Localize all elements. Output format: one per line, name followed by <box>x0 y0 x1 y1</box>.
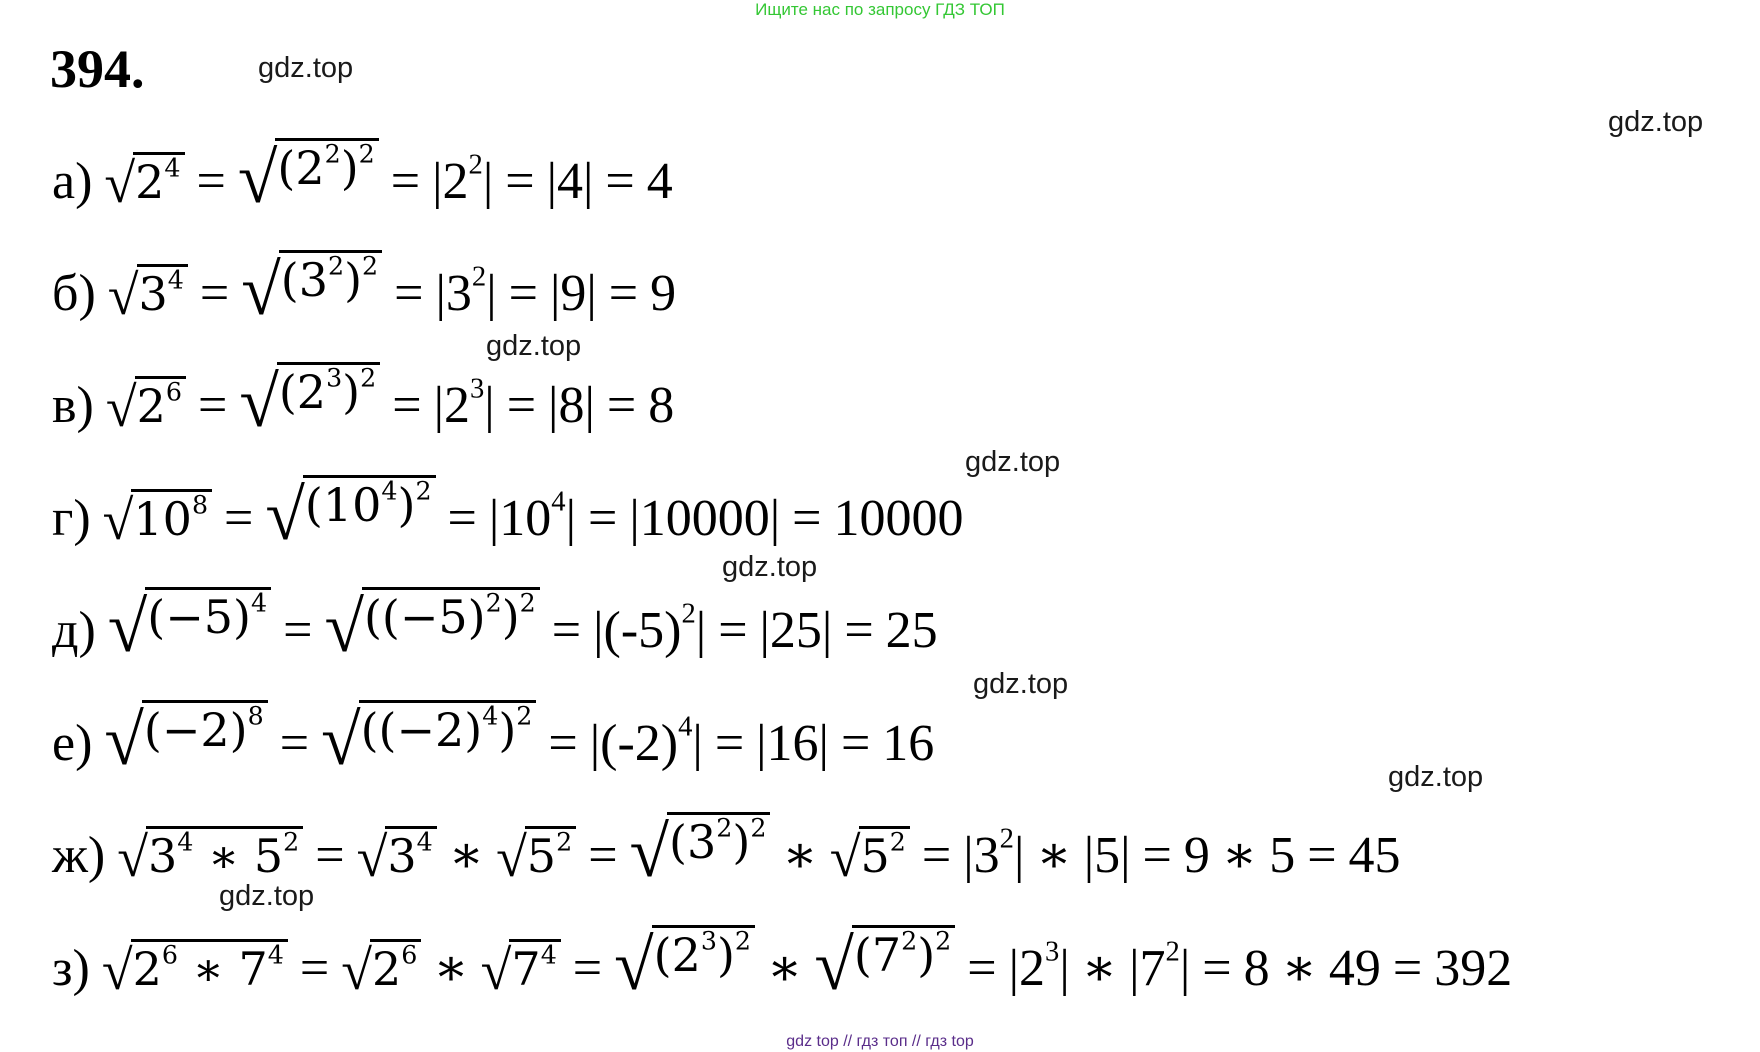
equation-row-zh: ж) √ $3^4$ ∗ $5^2$ = √ $3^4$ ∗ √ $5^2$ = √ $(3^2)^2$ ∗ √ $5^2$ = $|3^2|$ ∗ |5| = 9 ∗ 5 = 45 <box>52 812 1401 892</box>
item-label: д) <box>52 602 96 659</box>
item-label: б) <box>52 265 96 322</box>
item-label: ж) <box>52 827 106 884</box>
watermark: gdz.top <box>258 52 354 84</box>
sqrt-expression: √ $2^6$ <box>341 939 421 995</box>
sqrt-expression: √ $2^6$ <box>106 376 186 432</box>
sqrt-expression: √ $7^4$ <box>481 939 561 995</box>
equation-row-g: г) √ $10^8$ = √ $(10^4)^2$ = $|10^4|$ = |10000| = 10000 <box>52 475 964 555</box>
sqrt-expression: √ $3^4$ <box>108 264 188 320</box>
watermark: gdz.top <box>965 446 1061 478</box>
watermark: gdz.top <box>219 880 315 912</box>
equation-row-a: а) √ $2^4$ = √ $(2^2)^2$ = $|2^2|$ = |4| = 4 <box>52 138 673 218</box>
watermark: gdz.top <box>1388 761 1484 793</box>
watermark: gdz.top <box>722 551 818 583</box>
sqrt-expression: √ $5^2$ <box>496 826 576 882</box>
footer-links: gdz top // гдз топ // гдз top <box>786 1033 974 1050</box>
sqrt-expression: √ $(7^2)^2$ <box>814 925 955 997</box>
sqrt-expression: √ $10^8$ <box>103 489 212 545</box>
equation-row-b: б) √ $3^4$ = √ $(3^2)^2$ = $|3^2|$ = |9| = 9 <box>52 250 677 330</box>
sqrt-expression: √ $(3^2)^2$ <box>630 812 771 884</box>
sqrt-expression: √ $(10^4)^2$ <box>265 475 435 547</box>
equation-row-e: е) √ $(-2)^8$ = √ $((-2)^4)^2$ = $|(-2)^4|$ = |16| = 16 <box>52 700 935 780</box>
sqrt-expression: √ $2^4$ <box>104 152 184 208</box>
item-label: г) <box>52 490 91 547</box>
sqrt-expression: √ $3^4$ ∗ $5^2$ <box>117 826 303 882</box>
problem-number: 394. <box>50 39 145 99</box>
sqrt-expression: √ $((-5)^2)^2$ <box>324 587 539 659</box>
top-banner: Ищите нас по запросу ГДЗ ТОП <box>755 0 1005 19</box>
sqrt-expression: √ $(-5)^4$ <box>108 587 271 659</box>
watermark: gdz.top <box>486 330 582 362</box>
watermark: gdz.top <box>1608 106 1704 138</box>
sqrt-expression: √ $(2^3)^2$ <box>614 925 755 997</box>
equation-row-v: в) √ $2^6$ = √ $(2^3)^2$ = $|2^3|$ = |8| = 8 <box>52 362 675 442</box>
item-label: е) <box>52 715 93 772</box>
sqrt-expression: √ $3^4$ <box>357 826 437 882</box>
sqrt-expression: √ $(2^2)^2$ <box>238 138 379 210</box>
equation-row-z: з) √ $2^6$ ∗ $7^4$ = √ $2^6$ ∗ √ $7^4$ = √ $(2^3)^2$ ∗ √ $(7^2)^2$ = $|2^3|$ ∗ $|7^2|$ = 8 ∗ 49 = 392 <box>52 925 1513 1005</box>
sqrt-expression: √ $2^6$ ∗ $7^4$ <box>102 939 288 995</box>
sqrt-expression: √ $(3^2)^2$ <box>241 250 382 322</box>
sqrt-expression: √ $(-2)^8$ <box>104 700 267 772</box>
sqrt-expression: √ $(2^3)^2$ <box>239 362 380 434</box>
item-label: а) <box>52 153 93 210</box>
sqrt-expression: √ $((-2)^4)^2$ <box>321 700 536 772</box>
item-label: з) <box>52 940 90 997</box>
watermark: gdz.top <box>973 668 1069 700</box>
sqrt-expression: √ $5^2$ <box>830 826 910 882</box>
item-label: в) <box>52 377 94 434</box>
equation-row-d: д) √ $(-5)^4$ = √ $((-5)^2)^2$ = $|(-5)^2|$ = |25| = 25 <box>52 587 938 667</box>
